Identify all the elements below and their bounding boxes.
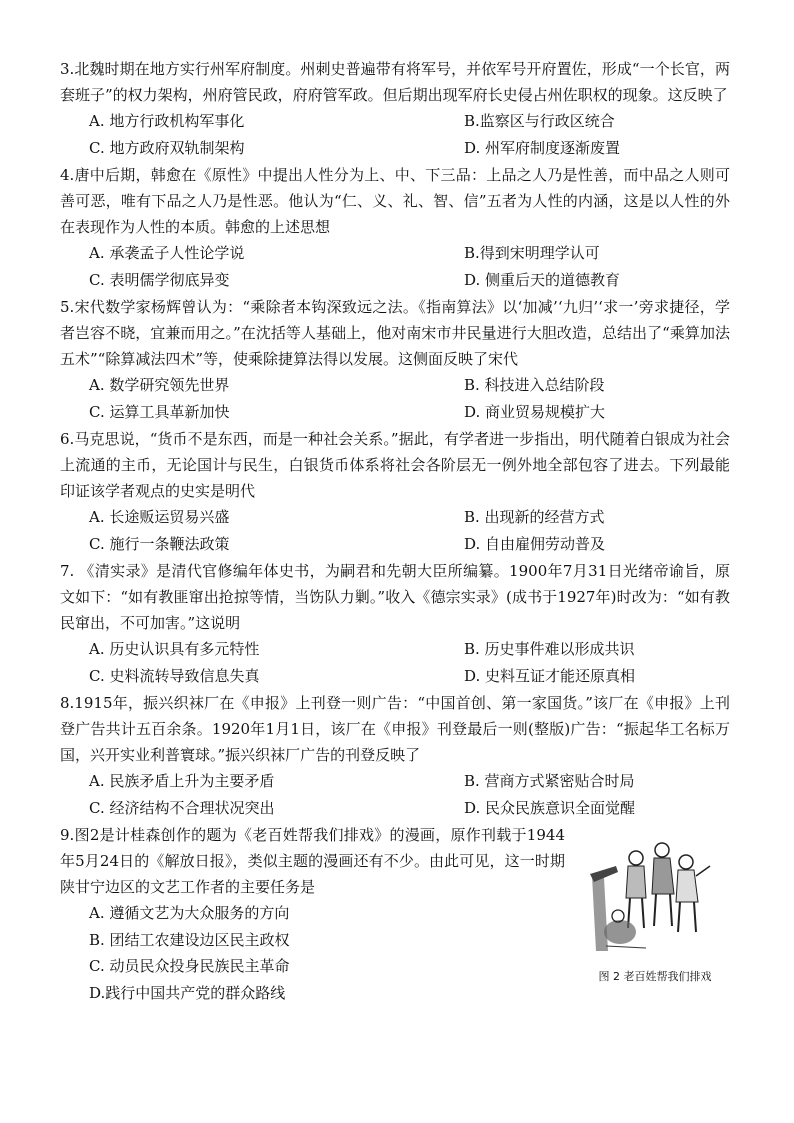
option-c[interactable]: C. 表明儒学彻底异变 bbox=[89, 270, 230, 289]
options-grid bbox=[60, 108, 730, 161]
option-c[interactable]: C. 地方政府双轨制架构 bbox=[89, 138, 245, 157]
options-grid bbox=[60, 636, 730, 689]
option-d[interactable]: D. 民众民族意识全面觉醒 bbox=[464, 798, 636, 817]
question-stem: 4.唐中后期，韩愈在《原性》中提出人性分为上、中、下三品：上品之人乃是性善，而中品之人则可善可恶，唯有下品之人乃是性恶。他认为“仁、义、礼、智、信”五者为人性的内涵，这是以人性的外在表现作为人性的本质。韩愈的上述思想 bbox=[60, 166, 730, 236]
option-d[interactable]: D. 史料互证才能还原真相 bbox=[464, 666, 636, 685]
question-stem: 8.1915年，振兴织袜厂在《申报》上刊登一则广告：“中国首创、第一家国货。”该厂在《申报》上刊登广告共计五百余条。1920年1月1日，该厂在《申报》刊登最后一则(整版)广告：“振起华工名标万国，兴开实业利普寰球。”振兴织袜厂广告的刊登反映了 bbox=[60, 694, 730, 764]
option-c[interactable]: C. 经济结构不合理状况突出 bbox=[89, 798, 275, 817]
option-b[interactable]: B.监察区与行政区统合 bbox=[464, 112, 615, 130]
question-stem: 3.北魏时期在地方实行州军府制度。州刺史普遍带有将军号，并依军号开府置佐，形成“一个长官，两套班子”的权力架构，州府管民政，府府管军政。但后期出现军府长史侵占州佐职权的现象。这反映了 bbox=[60, 60, 730, 104]
option-a[interactable]: A. 长途贩运贸易兴盛 bbox=[89, 508, 230, 526]
option-a[interactable]: A. 承袭孟子人性论学说 bbox=[89, 244, 245, 262]
options-grid bbox=[60, 372, 730, 425]
option-c[interactable]: C. 施行一条鞭法政策 bbox=[89, 534, 230, 553]
question-stem: 9.图2是计桂森创作的题为《老百姓帮我们排戏》的漫画，原作刊载于1944年5月24日的《解放日报》，类似主题的漫画还有不少。由此可见，这一时期陕甘宁边区的文艺工作者的主要任务是 bbox=[60, 826, 565, 896]
cartoon-image bbox=[586, 836, 716, 956]
option-d[interactable]: D.践行中国共产党的群众路线 bbox=[89, 983, 286, 1002]
exam-page bbox=[60, 56, 730, 1007]
option-b[interactable]: B. 科技进入总结阶段 bbox=[464, 376, 605, 394]
option-b[interactable]: B.得到宋明理学认可 bbox=[464, 244, 600, 262]
figure-caption: 图 2 老百姓帮我们排戏 bbox=[598, 970, 712, 983]
question-3 bbox=[60, 56, 730, 161]
option-b[interactable]: B. 团结工农建设边区民主政权 bbox=[89, 930, 290, 949]
question-8 bbox=[60, 690, 730, 821]
options-grid bbox=[60, 504, 730, 557]
figure-2 bbox=[580, 836, 730, 984]
option-c[interactable]: C. 动员民众投身民族民主革命 bbox=[89, 957, 290, 975]
option-d[interactable]: D. 州军府制度逐渐废置 bbox=[464, 138, 621, 157]
option-a[interactable]: A. 地方行政机构军事化 bbox=[89, 112, 245, 130]
question-7 bbox=[60, 558, 730, 689]
question-9 bbox=[60, 822, 730, 1006]
options-grid bbox=[60, 768, 730, 821]
option-d[interactable]: D. 商业贸易规模扩大 bbox=[464, 402, 606, 421]
option-d[interactable]: D. 自由雇佣劳动普及 bbox=[464, 534, 606, 553]
options-grid bbox=[60, 240, 730, 293]
question-stem: 5.宋代数学家杨辉曾认为：“乘除者本钩深致远之法。《指南算法》以‘加减’‘九归’‘求一’旁求捷径，学者岂容不晓，宜兼而用之。”在沈括等人基础上，他对南宋市井民量进行大胆改造，总结出了“乘算加法五术”“除算减法四术”等，使乘除捷算法得以发展。这侧面反映了宋代 bbox=[60, 298, 730, 368]
question-5 bbox=[60, 294, 730, 425]
question-4 bbox=[60, 162, 730, 293]
question-6 bbox=[60, 426, 730, 557]
option-d[interactable]: D. 侧重后天的道德教育 bbox=[464, 270, 621, 289]
option-a[interactable]: A. 数学研究领先世界 bbox=[89, 376, 230, 394]
option-b[interactable]: B. 营商方式紧密贴合时局 bbox=[464, 772, 635, 790]
question-stem: 6.马克思说，“货币不是东西，而是一种社会关系。”据此，有学者进一步指出，明代随着白银成为社会上流通的主币，无论国计与民生，白银货币体系将社会各阶层无一例外地全部包容了进去。下列最能印证该学者观点的史实是明代 bbox=[60, 430, 730, 500]
option-b[interactable]: B. 历史事件难以形成共识 bbox=[464, 640, 635, 658]
option-b[interactable]: B. 出现新的经营方式 bbox=[464, 508, 605, 526]
option-c[interactable]: C. 史料流转导致信息失真 bbox=[89, 666, 260, 685]
option-a[interactable]: A. 历史认识具有多元特性 bbox=[89, 640, 260, 658]
option-a[interactable]: A. 遵循文艺为大众服务的方向 bbox=[89, 904, 290, 922]
option-a[interactable]: A. 民族矛盾上升为主要矛盾 bbox=[89, 772, 275, 790]
question-stem: 7. 《清实录》是清代官修编年体史书，为嗣君和先朝大臣所编纂。1900年7月31日光绪帝谕旨，原文如下：“如有教匪窜出抢掠等情，当饬队力剿。”收入《德宗实录》(成书于1927年)时改为：“如有教民窜出，不可加害。”这说明 bbox=[60, 562, 730, 632]
option-c[interactable]: C. 运算工具革新加快 bbox=[89, 402, 230, 421]
